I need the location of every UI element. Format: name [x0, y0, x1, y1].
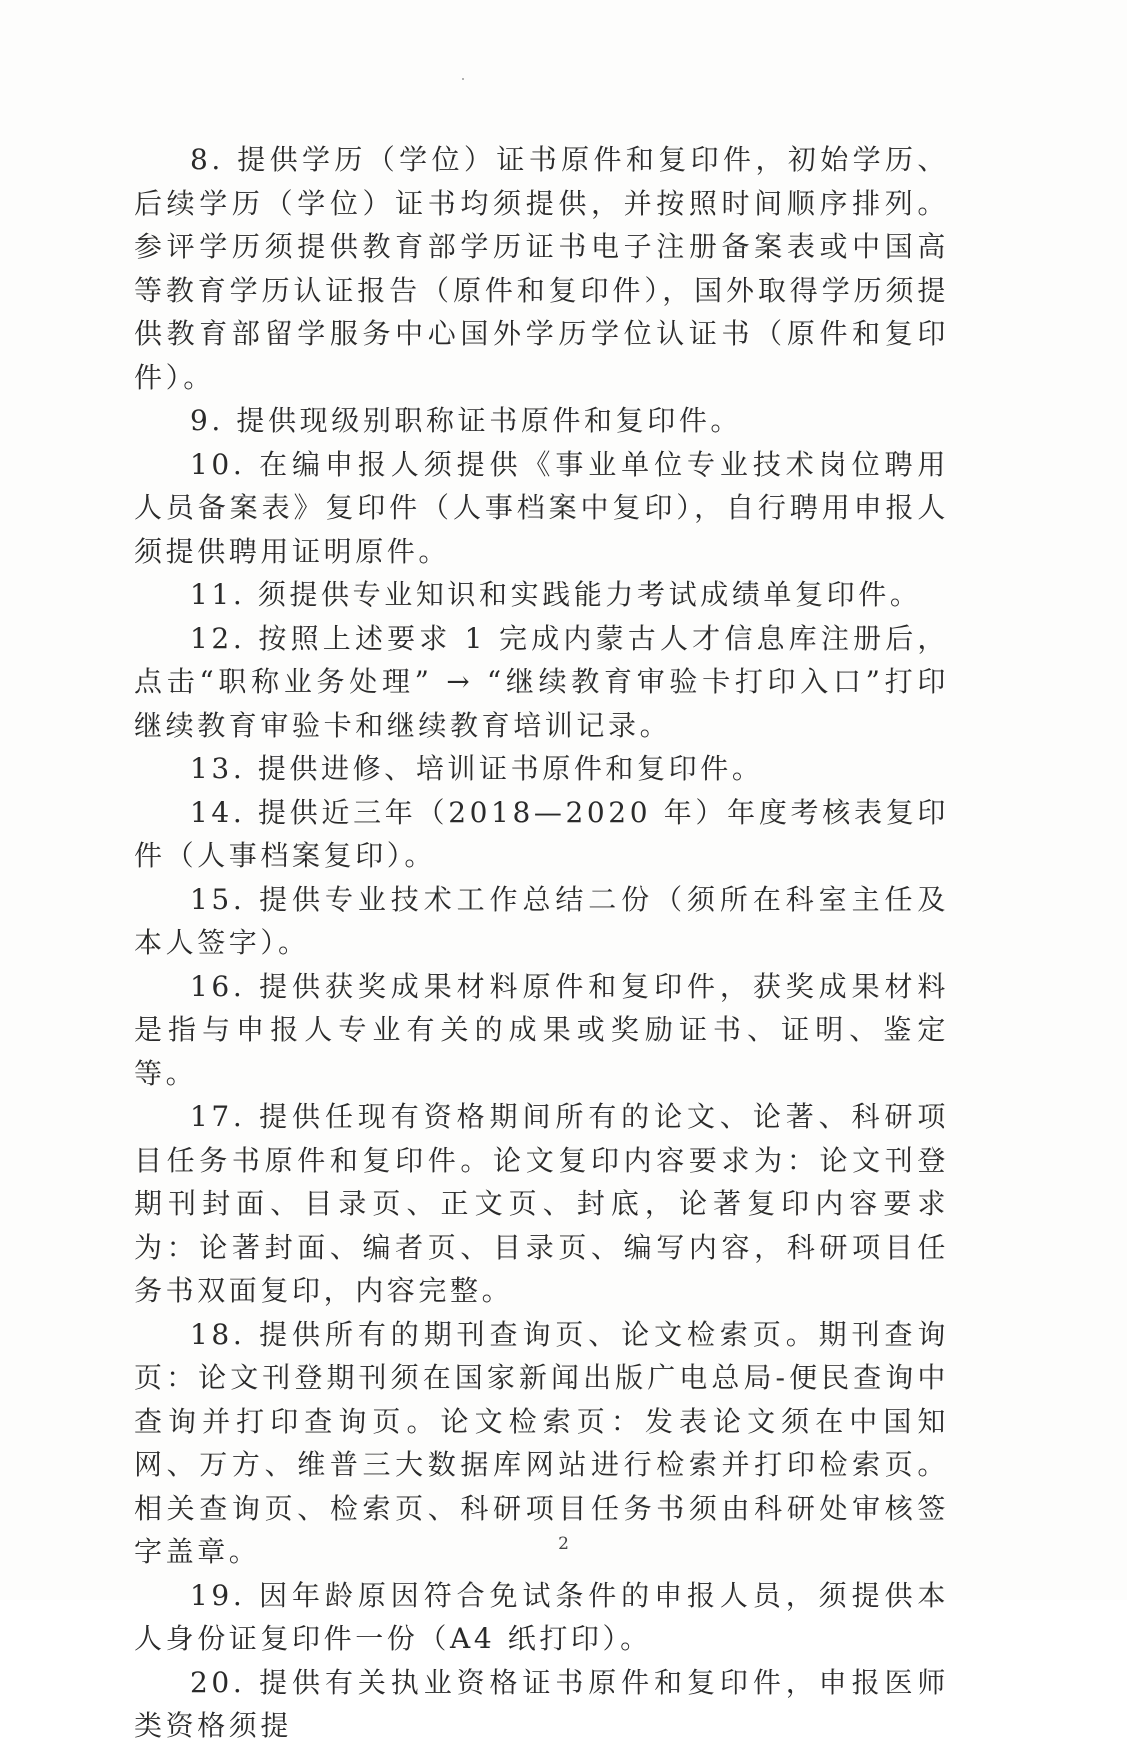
paragraph-item-11: 11. 须提供专业知识和实践能力考试成绩单复印件。 [190, 578, 922, 611]
document-body [134, 138, 949, 1748]
paragraph-item-17: 17. 提供任现有资格期间所有的论文、论著、科研项目任务书原件和复印件。论文复印内容要求为：论文刊登期刊封面、目录页、正文页、封底，论著复印内容要求为：论著封面、编者页、目录页、编写内容，科研项目任务书双面复印，内容完整。 [134, 1100, 949, 1307]
paragraph-item-20: 20. 提供有关执业资格证书原件和复印件，申报医师类资格须提 [134, 1665, 949, 1742]
paragraph-item-13: 13. 提供进修、培训证书原件和复印件。 [190, 752, 764, 785]
paragraph-item-12: 12. 按照上述要求 1 完成内蒙古人才信息库注册后，点击“职称业务处理” → “继续教育审验卡打印入口”打印继续教育审验卡和继续教育培训记录。 [134, 621, 949, 742]
paragraph-item-18: 18. 提供所有的期刊查询页、论文检索页。期刊查询页：论文刊登期刊须在国家新闻出版广电总局-便民查询中查询并打印查询页。论文检索页：发表论文须在中国知网、万方、维普三大数据库网站进行检索并打印检索页。相关查询页、检索页、科研项目任务书须由科研处审核签字盖章。 [134, 1317, 949, 1568]
paragraph-item-8: 8. 提供学历（学位）证书原件和复印件，初始学历、后续学历（学位）证书均须提供，并按照时间顺序排列。参评学历须提供教育部学历证书电子注册备案表或中国高等教育学历认证报告（原件和复印件），国外取得学历须提供教育部留学服务中心国外学历学位认证书（原件和复印件）。 [134, 143, 949, 394]
paragraph-item-16: 16. 提供获奖成果材料原件和复印件，获奖成果材料是指与申报人专业有关的成果或奖励证书、证明、鉴定等。 [134, 969, 949, 1090]
paragraph-item-10: 10. 在编申报人须提供《事业单位专业技术岗位聘用人员备案表》复印件（人事档案中复印），自行聘用申报人须提供聘用证明原件。 [134, 447, 949, 568]
paragraph-item-19: 19. 因年龄原因符合免试条件的申报人员，须提供本人身份证复印件一份（A4 纸打印）。 [134, 1578, 949, 1655]
paragraph-item-15: 15. 提供专业技术工作总结二份（须所在科室主任及本人签字）。 [134, 882, 949, 959]
paragraph-item-14: 14. 提供近三年（2018—2020 年）年度考核表复印件（人事档案复印）。 [134, 795, 949, 872]
scan-speck [462, 78, 464, 80]
page-number: 2 [558, 1534, 569, 1554]
paragraph-item-9: 9. 提供现级别职称证书原件和复印件。 [190, 404, 743, 437]
